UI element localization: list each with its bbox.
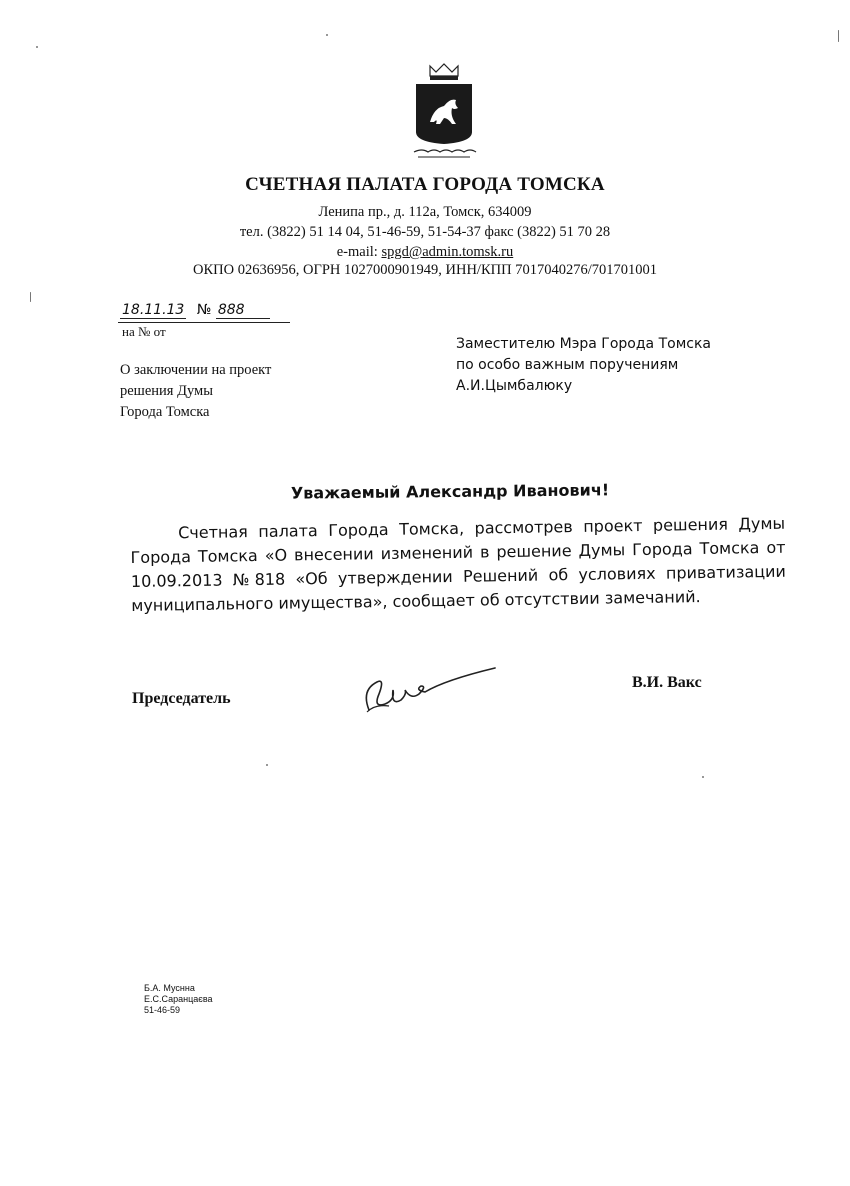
organization-phones: тел. (3822) 51 14 04, 51-46-59, 51-54-37 факс (3822) 51 70 28 — [239, 224, 611, 240]
subject-line: решения Думы — [120, 383, 213, 399]
subject-line: О заключении на проект — [120, 362, 272, 378]
executor-line: 51-46-59 — [144, 1005, 181, 1015]
organization-registry: ОКПО 02636956, ОГРН 1027000901949, ИНН/КПП 7017040276/701701001 — [193, 262, 657, 278]
scan-speck — [702, 776, 704, 778]
signatory-name: В.И. Вакс — [632, 674, 702, 691]
outgoing-date: 18.11.13 — [122, 302, 185, 318]
addressee-block — [456, 334, 776, 397]
organization-address: Ленипа пр., д. 112а, Томск, 634009 — [318, 204, 532, 220]
number-label: № — [196, 302, 212, 318]
addressee-line: Заместителю Мэра Города Томска — [456, 336, 711, 352]
addressee-line: А.И.Цымбалюку — [456, 378, 573, 394]
executor-info — [144, 983, 213, 1016]
divider — [118, 322, 290, 323]
outgoing-number-value: 888 — [216, 302, 270, 319]
organization-email-line — [0, 244, 850, 261]
letter-subject — [120, 360, 340, 423]
letter-body: Счетная палата Города Томска, рассмотрев проект решения Думы Города Томска «О внесении изменений в решение Думы Города Томска от 10.09.2013 №818 «Об утверждении Решений об условиях приватизации муниципального имущества», сообщает об отсутствии замечаний. — [130, 513, 787, 615]
tomsk-coat-of-arms-icon — [410, 62, 478, 162]
executor-line: Б.А. Муснна — [144, 983, 195, 993]
scan-speck — [266, 764, 268, 766]
scan-speck — [30, 292, 31, 302]
reference-number: на № от — [122, 324, 166, 339]
organization-title: СЧЕТНАЯ ПАЛАТА ГОРОДА ТОМСКА — [245, 174, 605, 195]
email-link[interactable]: spgd@admin.tomsk.ru — [381, 244, 514, 260]
email-label: e-mail: — [336, 244, 378, 260]
addressee-line: по особо важным поручениям — [456, 357, 679, 373]
scan-speck — [326, 34, 328, 36]
scan-speck — [838, 30, 839, 42]
scan-speck — [36, 46, 38, 48]
outgoing-number — [120, 302, 270, 319]
executor-line: Е.С.Саранцаєва — [144, 994, 213, 1004]
handwritten-signature — [355, 660, 505, 720]
greeting: Уважаемый Александр Иванович! — [290, 480, 610, 503]
subject-line: Города Томска — [120, 404, 210, 420]
signatory-position: Председатель — [132, 690, 231, 707]
